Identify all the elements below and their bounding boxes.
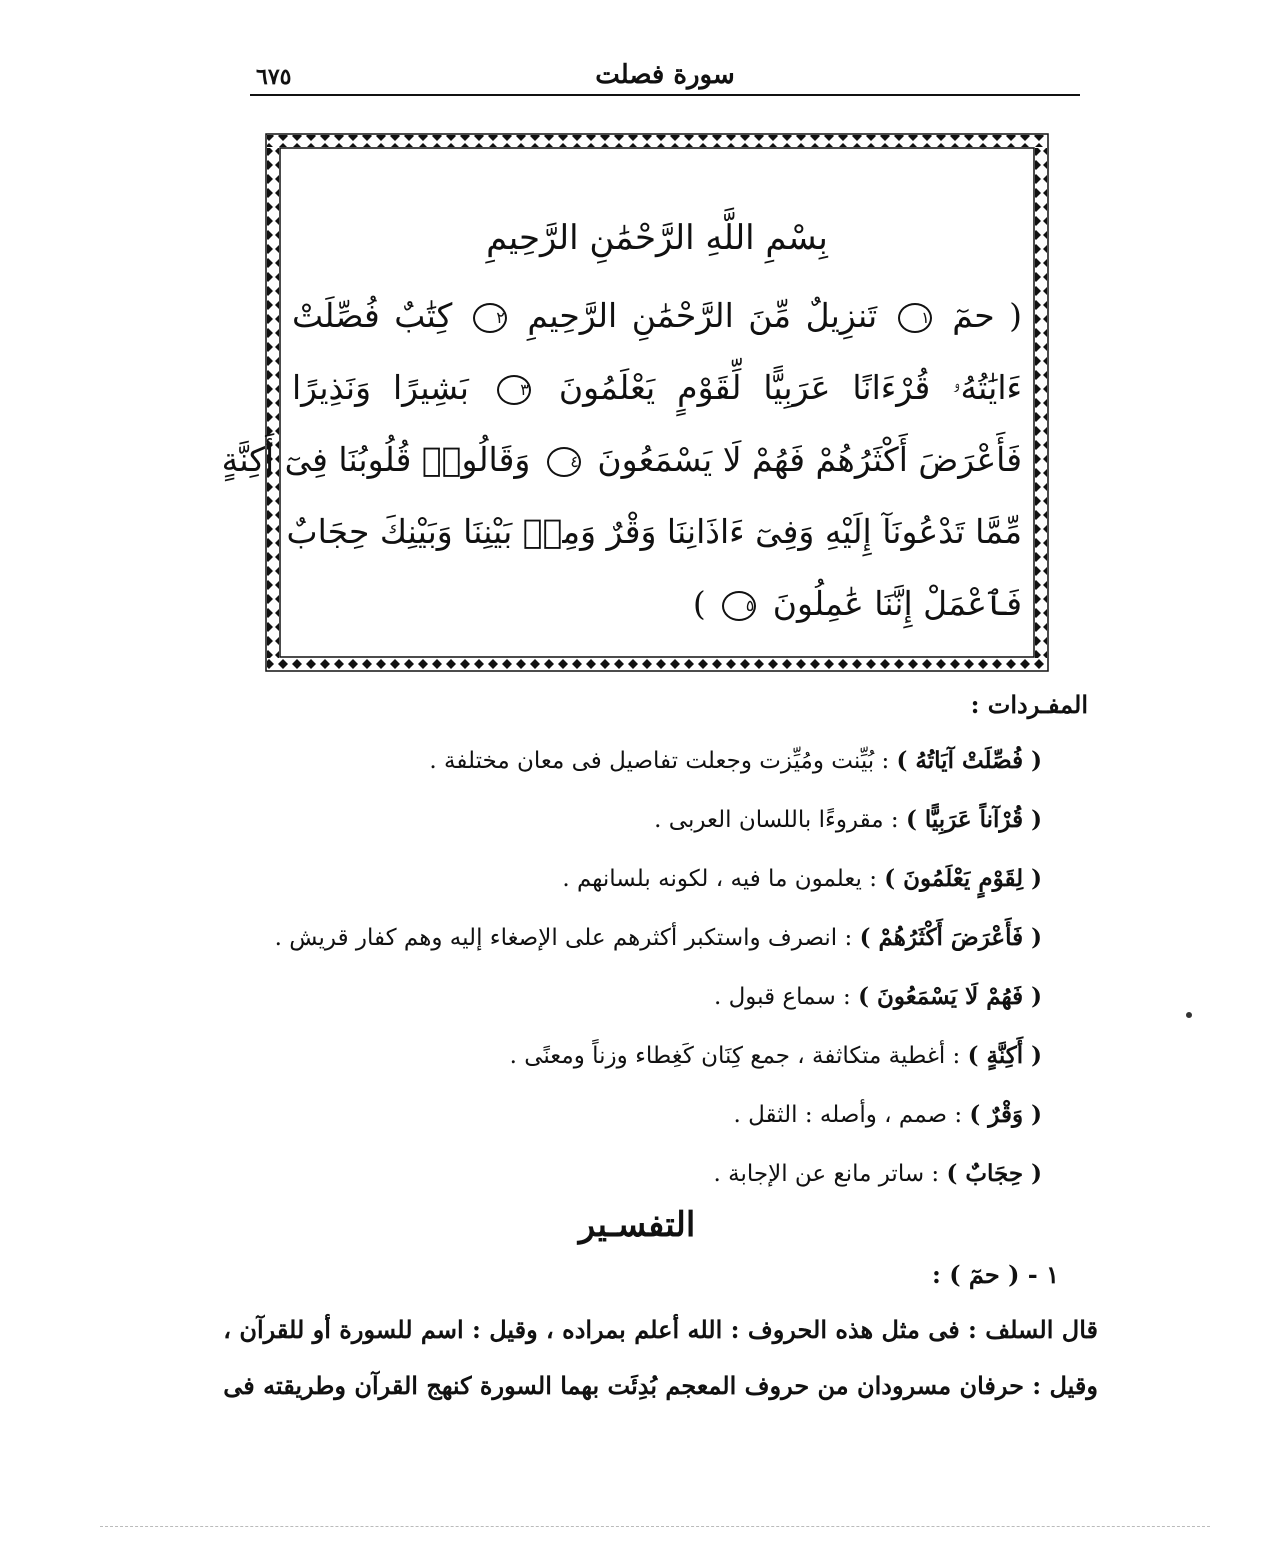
verse-text: ءَايَٰتُهُۥ قُرْءَانًا عَرَبِيًّا لِّقَوْمٍ يَعْلَمُونَ (558, 368, 1022, 407)
verse-line (221, 424, 1022, 496)
vocabulary-definition: : مقروءًا باللسان العربى . (654, 807, 899, 833)
footer-rule (100, 1526, 1210, 1527)
tafsir-line: قال السلف : فى مثل هذه الحروف : الله أعلم بمراده ، وقيل : اسم للسورة أو للقرآن ، (223, 1315, 1098, 1344)
vocabulary-item (242, 1089, 1042, 1148)
verse-text: وَقَالُوا۟ قُلُوبُنَا فِىٓ أَكِنَّةٍ (221, 440, 531, 479)
verse-text: مِّمَّا تَدْعُونَآ إِلَيْهِ وَفِىٓ ءَاذَانِنَا وَقْرٌ وَمِنۢ بَيْنِنَا وَبَيْنِكَ حِجَابٌ (286, 512, 1022, 551)
quran-text-frame (221, 130, 1052, 675)
vocabulary-definition: : يعلمون ما فيه ، لكونه بلسانهم . (562, 866, 877, 892)
vocabulary-definition: : سماع قبول . (713, 984, 851, 1010)
verse-text: ( حمٓ (952, 296, 1023, 335)
page-header (250, 58, 1080, 96)
vocabulary-definition: : بُيِّنت ومُيِّزت وجعلت تفاصيل فى معان مختلفة . (429, 748, 890, 774)
header-rule (250, 94, 1080, 96)
page-number: ٦٧٥ (256, 64, 292, 90)
ayah-number-marker: ٢ (473, 303, 507, 333)
vocabulary-item (242, 971, 1042, 1030)
verse-text: فَٱعْمَلْ إِنَّنَا عَٰمِلُونَ (772, 584, 1022, 623)
verse-line (292, 352, 1022, 424)
ayah-number-marker: ٣ (497, 375, 531, 405)
vocabulary-item (242, 1030, 1042, 1089)
vocabulary-term: ( فُصِّلَتْ آيَاتُهُ ) (896, 747, 1042, 774)
vocabulary-item (242, 735, 1042, 794)
vocabulary-list (242, 735, 1042, 1207)
vocabulary-item (242, 1148, 1042, 1207)
vocabulary-term: ( قُرْآناً عَرَبِيًّا ) (905, 806, 1042, 833)
tafsir-line: وقيل : حرفان مسرودان من حروف المعجم بُدِئَت بهما السورة كنهج القرآن وطريقته فى (223, 1371, 1098, 1400)
verse-lines (221, 280, 1023, 640)
vocabulary-item (242, 912, 1042, 971)
vocabulary-item (242, 794, 1042, 853)
tafsir-item-number: ١ - ( حمٓ ) : (931, 1260, 1059, 1289)
vocabulary-item (242, 853, 1042, 912)
surah-title: سورة فصلت (595, 60, 735, 90)
verse-text: تَنزِيلٌ مِّنَ الرَّحْمَٰنِ الرَّحِيمِ (527, 296, 878, 335)
vocabulary-term: ( فَهُمْ لَا يَسْمَعُونَ ) (858, 983, 1042, 1010)
vocabulary-definition: : ساتر مانع عن الإجابة . (713, 1161, 940, 1187)
verse-line (286, 496, 1022, 568)
vocabulary-term: ( حِجَابٌ ) (946, 1160, 1042, 1187)
margin-dot (1186, 1012, 1192, 1018)
verse-text: كِتَٰبٌ فُصِّلَتْ (292, 296, 453, 335)
verse-line (292, 280, 1022, 352)
vocabulary-term: ( أَكِنَّةٍ ) (967, 1042, 1042, 1069)
tafsir-body (223, 1302, 1098, 1414)
verse-text: بَشِيرًا وَنَذِيرًا (292, 368, 469, 407)
ayah-number-marker: ١ (898, 303, 932, 333)
verse-text: ) (692, 584, 706, 623)
verse-text: فَأَعْرَضَ أَكْثَرُهُمْ فَهُمْ لَا يَسْمَعُونَ (597, 440, 1022, 479)
vocabulary-term: ( وَقْرٌ ) (969, 1101, 1042, 1128)
tafsir-heading: التفسـير (578, 1205, 696, 1245)
vocabulary-definition: : انصرف واستكبر أكثرهم على الإصغاء إليه وهم كفار قريش . (274, 925, 853, 951)
verse-line (292, 568, 1022, 640)
ayah-number-marker: ٥ (722, 591, 756, 621)
vocabulary-definition: : أغطية متكاثفة ، جمع كِنَان كَغِطاء وزناً ومعنًى . (509, 1043, 961, 1069)
vocabulary-term: ( فَأَعْرَضَ أَكْثَرُهُمْ ) (859, 924, 1042, 951)
vocabulary-definition: : صمم ، وأصله : الثقل . (733, 1102, 963, 1128)
vocabulary-heading: المفـردات : (970, 690, 1088, 719)
ayah-number-marker: ٤ (547, 447, 581, 477)
basmala: بِسْمِ اللَّهِ الرَّحْمَٰنِ الرَّحِيمِ (486, 218, 828, 258)
vocabulary-term: ( لِقَوْمٍ يَعْلَمُونَ ) (884, 865, 1042, 892)
